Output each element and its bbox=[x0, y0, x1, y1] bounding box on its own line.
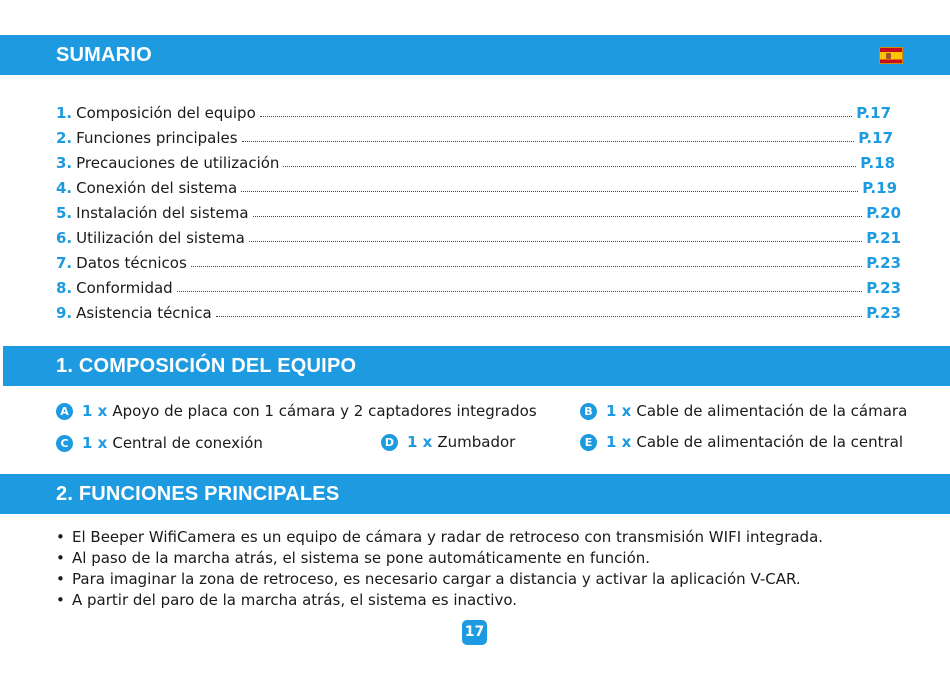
toc-page: P.17 bbox=[858, 129, 893, 147]
component-item-b bbox=[580, 402, 907, 420]
component-quantity: 1 x bbox=[407, 433, 433, 451]
spain-flag-icon bbox=[879, 47, 903, 64]
toc-row[interactable] bbox=[56, 197, 901, 222]
toc-number: 5. bbox=[56, 204, 73, 222]
toc-number: 1. bbox=[56, 104, 73, 122]
section-header-sumario bbox=[0, 35, 950, 75]
toc-leader-dots bbox=[241, 190, 858, 192]
section-header-composicion bbox=[3, 346, 950, 386]
component-quantity: 1 x bbox=[606, 433, 632, 451]
toc-label: Instalación del sistema bbox=[76, 204, 249, 222]
letter-e-icon: E bbox=[580, 434, 597, 451]
toc-page: P.23 bbox=[866, 304, 901, 322]
toc-page: P.17 bbox=[856, 104, 891, 122]
toc-page: P.21 bbox=[866, 229, 901, 247]
toc-label: Conexión del sistema bbox=[76, 179, 238, 197]
section-header-funciones bbox=[0, 474, 950, 514]
toc-label: Funciones principales bbox=[76, 129, 238, 147]
toc-page: P.18 bbox=[860, 154, 895, 172]
component-text: Cable de alimentación de la central bbox=[636, 433, 904, 451]
toc-page: P.20 bbox=[866, 204, 901, 222]
toc-leader-dots bbox=[242, 140, 855, 142]
toc-label: Conformidad bbox=[76, 279, 173, 297]
component-quantity: 1 x bbox=[82, 434, 108, 452]
letter-d-icon: D bbox=[381, 434, 398, 451]
page-number: 17 bbox=[462, 620, 487, 645]
toc-row[interactable] bbox=[56, 222, 901, 247]
toc-label: Utilización del sistema bbox=[76, 229, 245, 247]
toc-leader-dots bbox=[216, 315, 863, 317]
letter-c-icon: C bbox=[56, 435, 73, 452]
letter-a-icon: A bbox=[56, 403, 73, 420]
toc-label: Composición del equipo bbox=[76, 104, 256, 122]
toc-leader-dots bbox=[260, 115, 852, 117]
component-item-c bbox=[56, 434, 263, 452]
list-item: • El Beeper WifiCamera es un equipo de cámara y radar de retroceso con transmisión WIFI integrada. bbox=[56, 527, 823, 548]
component-quantity: 1 x bbox=[606, 402, 632, 420]
toc-number: 3. bbox=[56, 154, 73, 172]
component-quantity: 1 x bbox=[82, 402, 108, 420]
section-title: SUMARIO bbox=[56, 44, 152, 66]
toc-number: 7. bbox=[56, 254, 73, 272]
toc-leader-dots bbox=[253, 215, 863, 217]
toc-page: P.23 bbox=[866, 279, 901, 297]
toc-number: 6. bbox=[56, 229, 73, 247]
toc-number: 4. bbox=[56, 179, 73, 197]
toc-leader-dots bbox=[283, 165, 856, 167]
section-title: 2. FUNCIONES PRINCIPALES bbox=[56, 483, 340, 505]
toc-row[interactable] bbox=[56, 97, 901, 122]
functions-list bbox=[56, 527, 823, 611]
toc-page: P.23 bbox=[866, 254, 901, 272]
section-title: 1. COMPOSICIÓN DEL EQUIPO bbox=[56, 355, 357, 377]
toc-leader-dots bbox=[249, 240, 862, 242]
list-item: • Para imaginar la zona de retroceso, es necesario cargar a distancia y activar la aplicación V-CAR. bbox=[56, 569, 823, 590]
toc-row[interactable] bbox=[56, 272, 901, 297]
component-item-d bbox=[381, 433, 515, 451]
toc-number: 8. bbox=[56, 279, 73, 297]
toc-row[interactable] bbox=[56, 247, 901, 272]
table-of-contents bbox=[56, 97, 901, 322]
letter-b-icon: B bbox=[580, 403, 597, 420]
list-item: • A partir del paro de la marcha atrás, el sistema es inactivo. bbox=[56, 590, 823, 611]
component-text: Central de conexión bbox=[112, 434, 263, 452]
toc-label: Asistencia técnica bbox=[76, 304, 212, 322]
toc-leader-dots bbox=[191, 265, 862, 267]
toc-row[interactable] bbox=[56, 172, 901, 197]
list-item: • Al paso de la marcha atrás, el sistema se pone automáticamente en función. bbox=[56, 548, 823, 569]
toc-number: 9. bbox=[56, 304, 73, 322]
component-text: Zumbador bbox=[437, 433, 516, 451]
component-item-a bbox=[56, 402, 537, 420]
toc-row[interactable] bbox=[56, 297, 901, 322]
component-item-e bbox=[580, 433, 903, 451]
toc-label: Datos técnicos bbox=[76, 254, 187, 272]
toc-number: 2. bbox=[56, 129, 73, 147]
component-text: Apoyo de placa con 1 cámara y 2 captadores integrados bbox=[112, 402, 537, 420]
toc-row[interactable] bbox=[56, 147, 901, 172]
component-text: Cable de alimentación de la cámara bbox=[636, 402, 908, 420]
toc-row[interactable] bbox=[56, 122, 901, 147]
toc-label: Precauciones de utilización bbox=[76, 154, 280, 172]
toc-leader-dots bbox=[177, 290, 863, 292]
toc-page: P.19 bbox=[862, 179, 897, 197]
